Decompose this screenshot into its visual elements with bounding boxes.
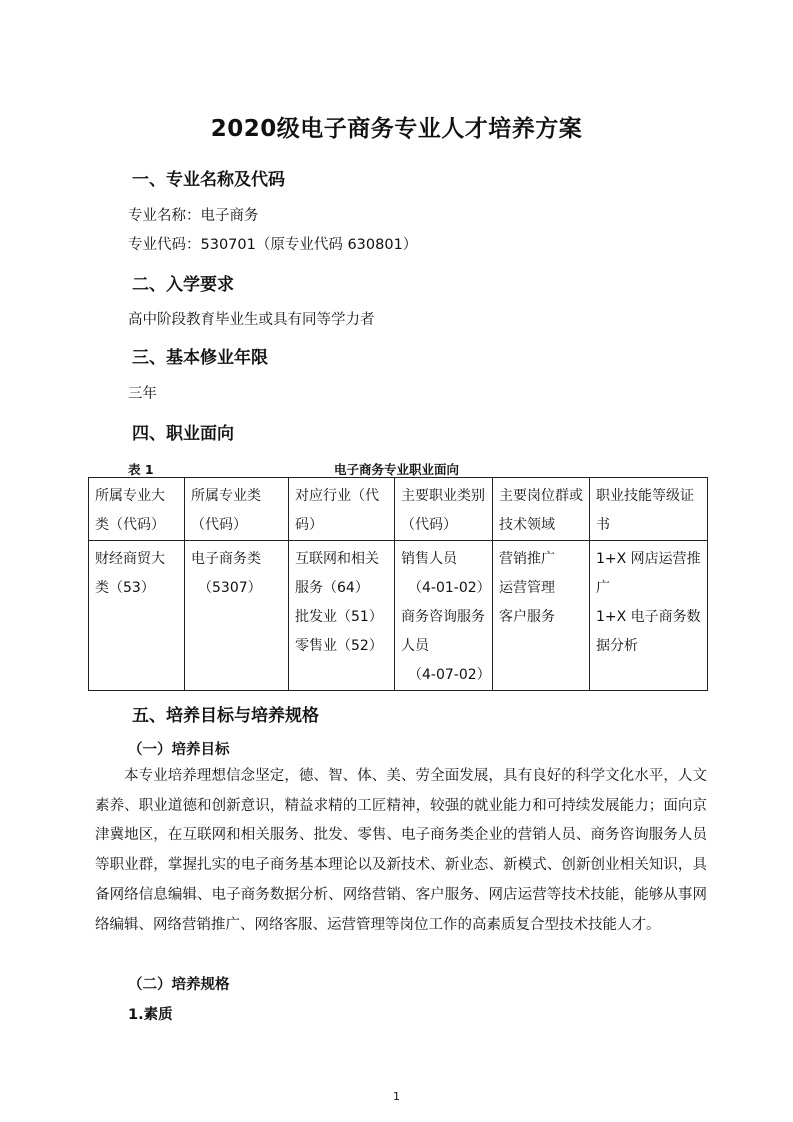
document-title: 2020级电子商务专业人才培养方案 [210, 116, 583, 142]
table-label: 表 1 [128, 462, 154, 477]
cell-line: 商务咨询服务人员 [401, 609, 485, 654]
cell-line: 互联网和相关服务（64） [295, 551, 379, 596]
table-cell [493, 541, 590, 691]
cell-line: 财经商贸大类（53） [95, 551, 165, 596]
cell-line: 1+X 电子商务数据分析 [596, 609, 701, 654]
header-cell: 所属专业类（代码） [185, 478, 289, 541]
subheading-training-goal: （一）培养目标 [128, 742, 230, 758]
cell-line: （5307） [198, 580, 262, 596]
table-cell [590, 541, 708, 691]
section-heading-major-name: 一、专业名称及代码 [132, 170, 285, 190]
cell-line: 销售人员 [401, 551, 457, 567]
section-heading-career: 四、职业面向 [132, 424, 234, 444]
table-header-row [89, 478, 708, 541]
header-cell: 职业技能等级证书 [590, 478, 708, 541]
training-goal-paragraph: 本专业培养理想信念坚定，德、智、体、美、劳全面发展，具有良好的科学文化水平，人文素养、职业道德和创新意识，精益求精的工匠精神，较强的就业能力和可持续发展能力；面向京津冀地区，在互联网和相关服务、批发、零售、电子商务类企业的营销人员、商务咨询服务人员等职业群，掌握扎实的电子商务基本理论以及新技术、新业态、新模式、创新创业相关知识，具备网络信息编辑、电子商务数据分析、网络营销、客户服务、网店运营等技术技能，能够从事网络编辑、网络营销推广、网络客服、运营管理等岗位工作的高素质复合型技术技能人才。 [95, 768, 707, 933]
subheading-quality: 1.素质 [128, 1007, 173, 1023]
section-heading-duration: 三、基本修业年限 [132, 348, 268, 368]
header-cell: 主要岗位群或技术领域 [493, 478, 590, 541]
cell-line: 营销推广 [499, 551, 555, 567]
header-cell: 对应行业（代码） [289, 478, 395, 541]
career-table [88, 477, 708, 691]
header-cell: 主要职业类别（代码） [395, 478, 493, 541]
cell-line: 运营管理 [499, 580, 555, 596]
duration-text: 三年 [128, 386, 157, 402]
subheading-training-spec: （二）培养规格 [128, 977, 230, 993]
major-name-line: 专业名称：电子商务 [128, 208, 259, 224]
cell-line: 零售业（52） [295, 638, 383, 654]
header-cell: 所属专业大类（代码） [89, 478, 185, 541]
table-cell [89, 541, 185, 691]
section-heading-goals: 五、培养目标与培养规格 [132, 706, 319, 726]
major-code-line: 专业代码：530701（原专业代码 630801） [128, 237, 418, 253]
table-cell [395, 541, 493, 691]
table-row [89, 541, 708, 691]
cell-line: 电子商务类 [191, 551, 261, 567]
cell-line: 批发业（51） [295, 609, 383, 625]
table-cell [185, 541, 289, 691]
page-number: 1 [393, 1090, 400, 1103]
cell-line: （4-01-02） [408, 580, 491, 596]
cell-line: 客户服务 [499, 609, 555, 625]
section-heading-admission: 二、入学要求 [132, 275, 234, 295]
table-title: 电子商务专业职业面向 [333, 462, 459, 477]
table-cell [289, 541, 395, 691]
cell-line: （4-07-02） [408, 667, 491, 683]
cell-line: 1+X 网店运营推广 [596, 551, 701, 596]
admission-text: 高中阶段教育毕业生或具有同等学力者 [128, 312, 375, 328]
